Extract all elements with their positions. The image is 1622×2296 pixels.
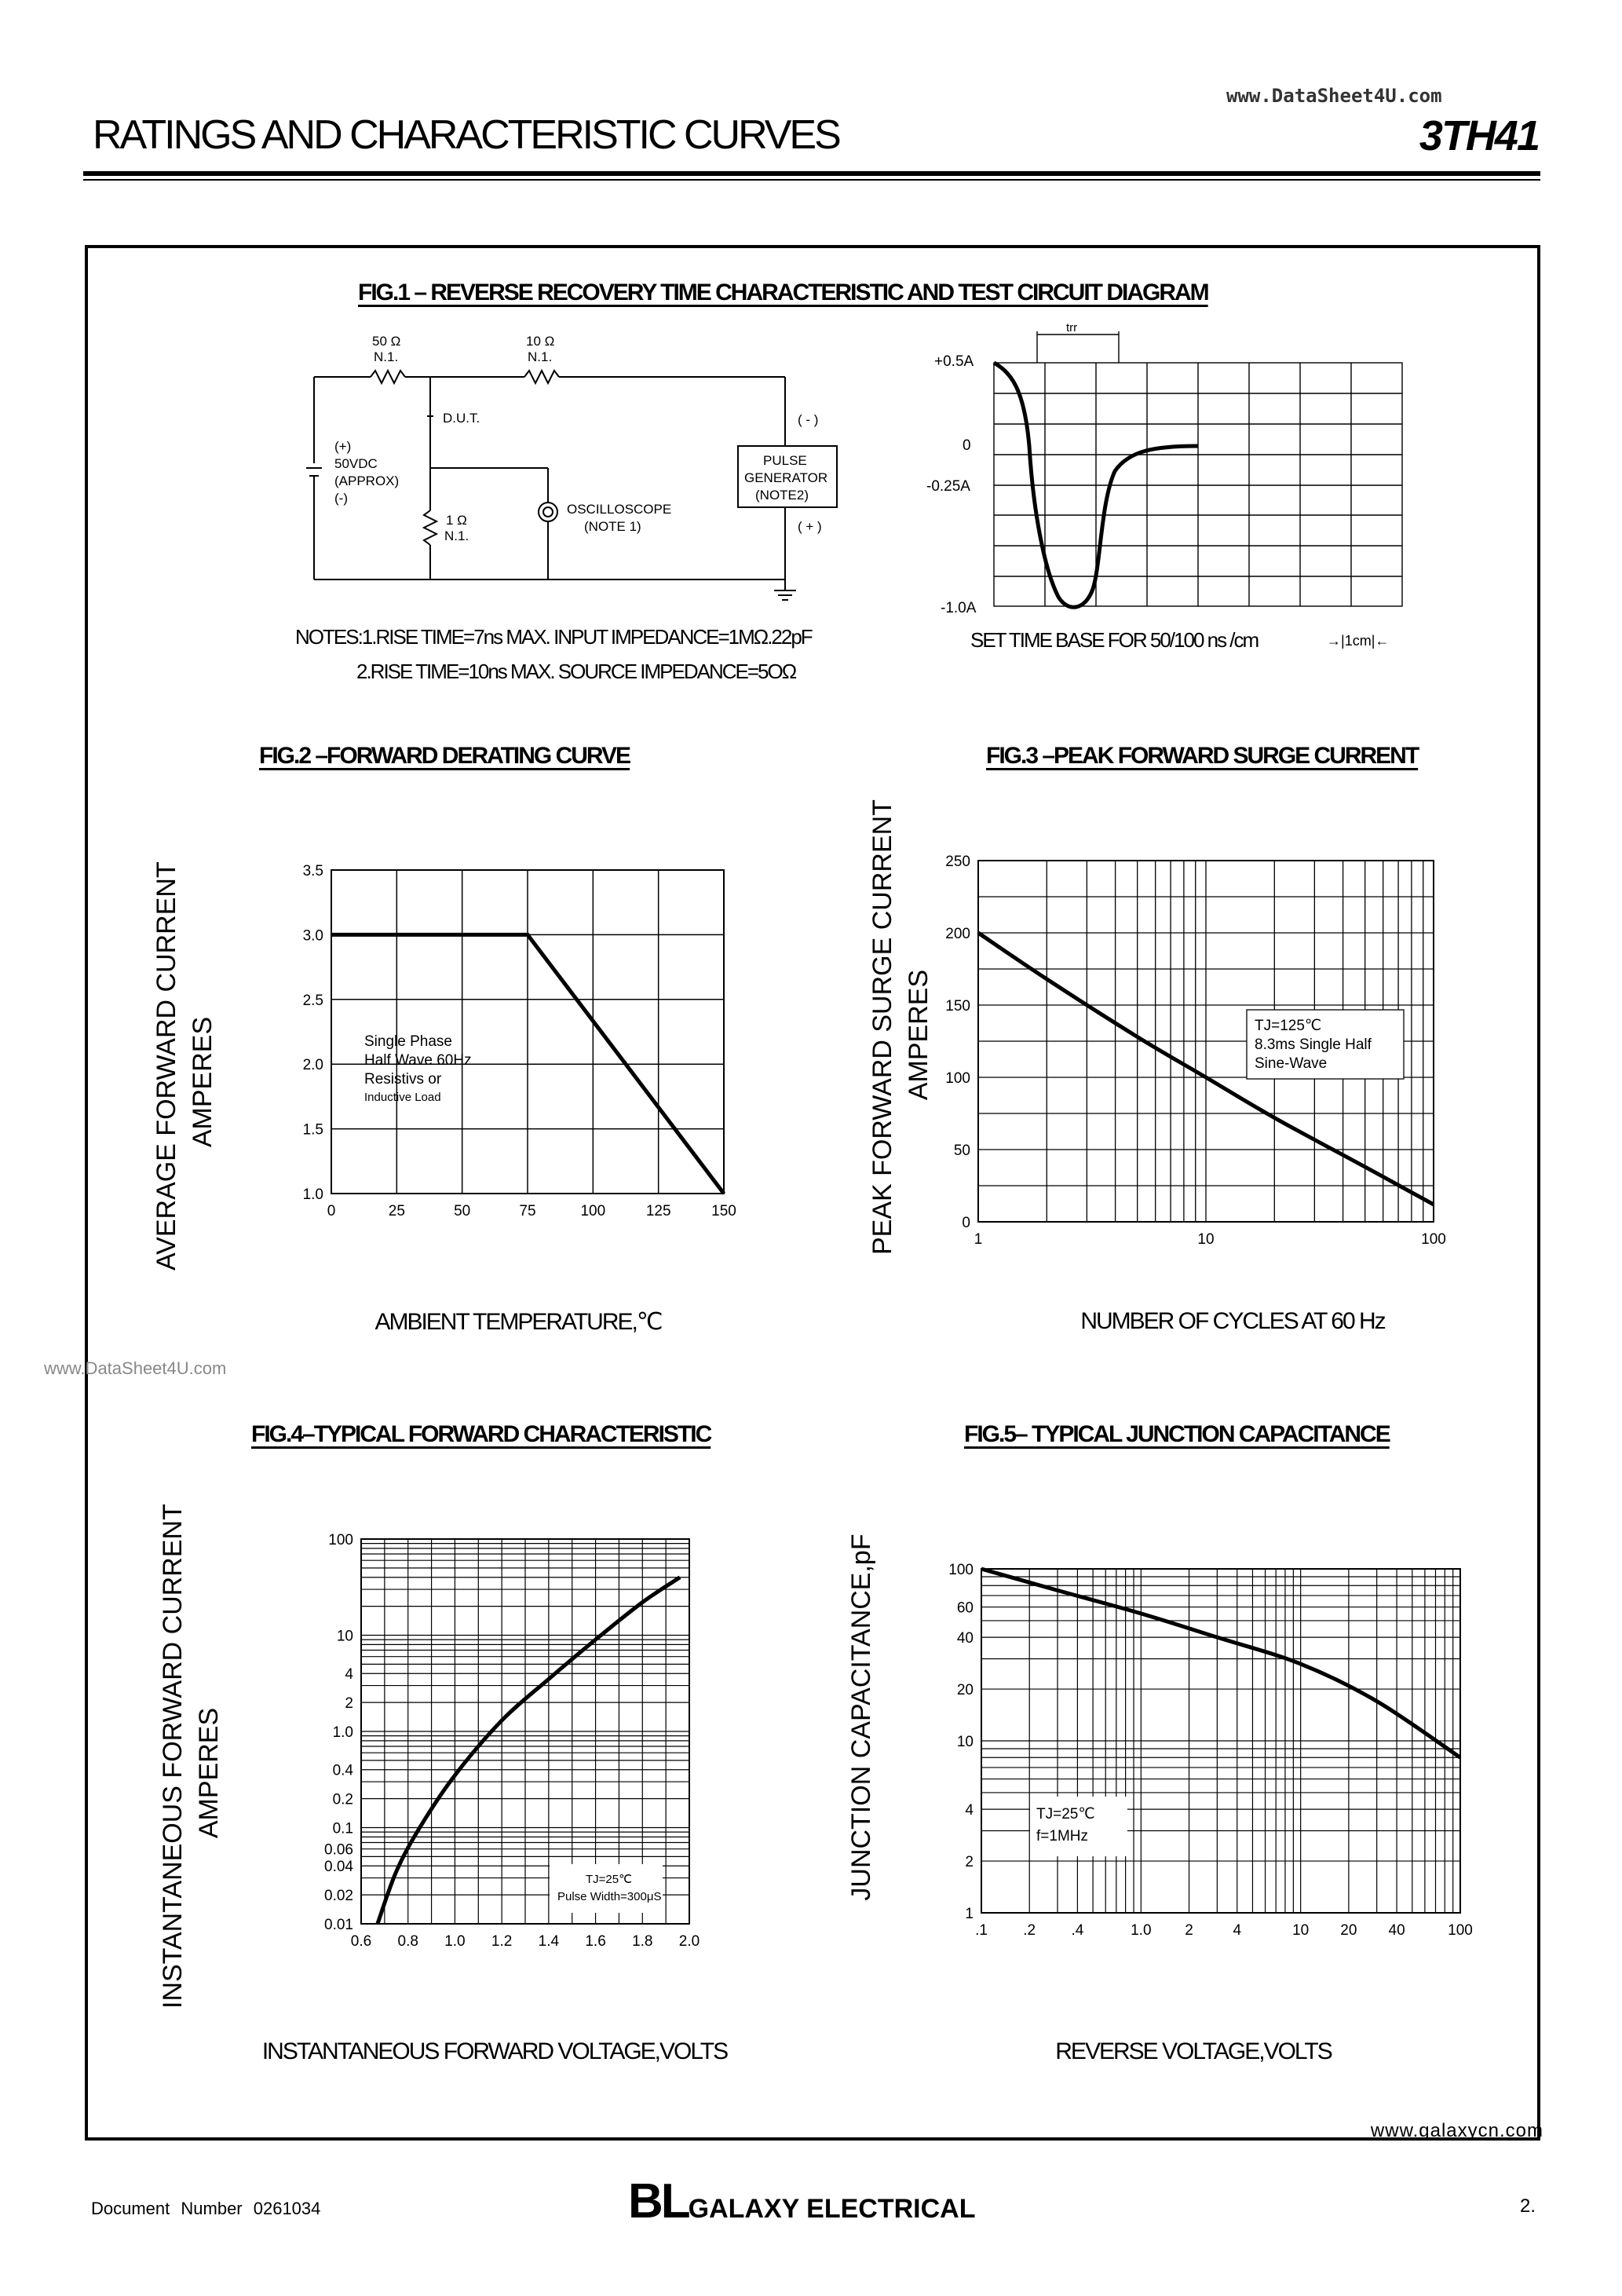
fig2-ylabel-line1: AVERAGE FORWARD CURRENT — [152, 861, 181, 1270]
resistor-50-icon — [371, 371, 405, 383]
fig2-annotation-1: Half Wave 60Hz — [364, 1052, 472, 1069]
scale-marker — [1327, 633, 1389, 649]
fig4-y-tick: 0.4 — [332, 1762, 353, 1779]
header-rule — [83, 171, 1540, 176]
fig2-x-tick: 150 — [711, 1203, 736, 1219]
resistor-1-icon — [424, 510, 437, 545]
fig4-annotation-0: TJ=25℃ — [586, 1873, 632, 1886]
fig3-ylabel-line1: PEAK FORWARD SURGE CURRENT — [868, 799, 897, 1255]
fig2-x-tick: 0 — [327, 1203, 336, 1219]
fig2-x-tick: 75 — [519, 1203, 536, 1219]
fig4-ylabel-line2: AMPERES — [193, 1707, 224, 1839]
source-approx: (APPROX) — [334, 473, 400, 488]
fig2-annotation-0: Single Phase — [364, 1033, 452, 1050]
brand-name: GALAXY ELECTRICAL — [688, 2194, 976, 2224]
fig3-annotation-1: 8.3ms Single Half — [1255, 1036, 1372, 1053]
fig5-y-tick: 100 — [948, 1562, 974, 1578]
fig5-x-tick: 1.0 — [1131, 1922, 1152, 1939]
r1-value: 50 Ω — [372, 334, 401, 349]
fig2-y-tick: 2.5 — [302, 992, 323, 1009]
fig5-x-tick: 100 — [1448, 1922, 1473, 1939]
r2-note: N.1. — [528, 349, 553, 364]
fig3-x-tick: 1 — [974, 1231, 983, 1248]
fig5-ylabel-line1: JUNCTION CAPACITANCE,pF — [846, 1534, 876, 1901]
fig4-y-tick: 0.06 — [324, 1841, 353, 1859]
timebase-note: SET TIME BASE FOR 50/100 ns /cm — [970, 628, 1259, 652]
fig4-ylabel — [155, 1504, 231, 2009]
fig1-note-1: NOTES:1.RISE TIME=7ns MAX. INPUT IMPEDANCE=1MΩ.22pF — [295, 625, 812, 649]
brand-logo — [628, 2174, 976, 2229]
scope-note: (NOTE 1) — [584, 519, 641, 534]
page-number: 2. — [1519, 2195, 1536, 2217]
fig5-y-tick: 40 — [956, 1630, 974, 1647]
fig4-y-tick: 0.04 — [324, 1859, 353, 1876]
fig4-y-tick: 0.2 — [332, 1791, 353, 1808]
watermark-top: www.DataSheet4U.com — [1226, 85, 1442, 107]
fig5-xlabel: REVERSE VOLTAGE,VOLTS — [1055, 2038, 1332, 2064]
fig3-ylabel-line2: AMPERES — [903, 969, 933, 1101]
r1-note: N.1. — [374, 349, 399, 364]
fig5-x-tick: 10 — [1292, 1922, 1310, 1939]
fig3-annotation-2: Sine-Wave — [1255, 1055, 1328, 1072]
fig4-x-tick: 1.0 — [444, 1933, 466, 1950]
gen-minus: ( - ) — [798, 412, 819, 427]
scope-y-label-3: -1.0A — [941, 600, 977, 616]
r3-value: 1 Ω — [446, 513, 467, 528]
fig5-annotation-1: f=1MHz — [1036, 1828, 1088, 1844]
scale-label: 1cm — [1344, 633, 1372, 649]
watermark-mid: www.DataSheet4U.com — [44, 1358, 227, 1378]
scope-y-label-2: -0.25A — [926, 478, 970, 495]
fig3-y-tick: 150 — [945, 998, 970, 1015]
fig5-x-tick: 40 — [1388, 1922, 1405, 1939]
source-voltage: 50VDC — [334, 456, 378, 471]
fig3-xlabel: NUMBER OF CYCLES AT 60 Hz — [1080, 1308, 1385, 1334]
fig4-annotation-1: Pulse Width=300μS — [557, 1890, 662, 1903]
header-rule-thin — [83, 179, 1540, 181]
fig2-title: FIG.2 –FORWARD DERATING CURVE — [259, 743, 630, 769]
fig2-y-tick: 1.5 — [302, 1121, 323, 1139]
fig4-x-tick: 1.8 — [632, 1933, 653, 1950]
fig2-y-tick: 3.0 — [302, 927, 323, 945]
fig2-y-tick: 3.5 — [302, 863, 323, 879]
fig4-y-tick: 0.1 — [332, 1820, 353, 1837]
fig2-chart — [283, 848, 754, 1225]
scope-y-label-1: 0 — [963, 437, 971, 454]
fig2-y-tick: 1.0 — [302, 1186, 323, 1203]
fig3-x-tick: 100 — [1421, 1231, 1446, 1248]
fig3-y-tick: 0 — [962, 1215, 970, 1231]
test-circuit-diagram — [298, 330, 879, 612]
fig5-y-tick: 20 — [956, 1682, 974, 1699]
fig5-series-line — [981, 1569, 1460, 1757]
fig3-title: FIG.3 –PEAK FORWARD SURGE CURRENT — [986, 743, 1419, 769]
fig2-y-tick: 2.0 — [302, 1057, 323, 1074]
document-number: Document Number 0261034 — [91, 2199, 321, 2218]
resistor-10-icon — [524, 371, 559, 383]
fig5-y-tick: 4 — [965, 1802, 974, 1819]
r2-value: 10 Ω — [526, 334, 555, 349]
fig5-x-tick: .1 — [975, 1922, 988, 1939]
fig1-note-2: 2.RISE TIME=10ns MAX. SOURCE IMPEDANCE=5OΩ — [356, 660, 796, 683]
fig2-annotation-2: Resistivs or — [364, 1071, 442, 1088]
fig5-x-tick: 4 — [1233, 1922, 1242, 1939]
fig2-ylabel — [149, 861, 225, 1270]
scope-label: OSCILLOSCOPE — [567, 502, 672, 517]
fig3-chart — [919, 840, 1484, 1264]
oscilloscope-icon — [539, 503, 557, 521]
scale-arrow-right-icon: |← — [1371, 633, 1390, 649]
fig4-y-tick: 100 — [328, 1532, 353, 1548]
gen-label-3: (NOTE2) — [755, 488, 809, 503]
fig5-y-tick: 1 — [965, 1906, 974, 1922]
fig2-ylabel-line2: AMPERES — [187, 1016, 217, 1148]
fig5-x-tick: 20 — [1340, 1922, 1357, 1939]
fig2-xlabel: AMBIENT TEMPERATURE,℃ — [374, 1309, 662, 1335]
gen-label-1: PULSE — [763, 453, 807, 468]
fig4-y-tick: 0.01 — [324, 1917, 353, 1933]
fig1-title: FIG.1 – REVERSE RECOVERY TIME CHARACTERISTIC AND TEST CIRCUIT DIAGRAM — [358, 280, 1208, 305]
fig2-x-tick: 100 — [580, 1203, 606, 1219]
brand-bl: BL — [628, 2174, 689, 2228]
fig4-title: FIG.4–TYPICAL FORWARD CHARACTERISTIC — [251, 1421, 711, 1447]
fig3-y-tick: 200 — [945, 926, 970, 942]
fig4-y-tick: 0.02 — [324, 1888, 353, 1905]
fig2-x-tick: 25 — [388, 1203, 405, 1219]
fig4-ylabel-line1: INSTANTANEOUS FORWARD CURRENT — [158, 1504, 188, 2009]
fig5-annotation-0: TJ=25℃ — [1036, 1806, 1095, 1823]
fig4-y-tick: 2 — [345, 1695, 353, 1713]
scope-y-label-0: +0.5A — [934, 353, 974, 370]
fig5-x-tick: .4 — [1071, 1922, 1084, 1939]
fig4-y-tick: 10 — [336, 1628, 353, 1645]
fig4-x-tick: 0.8 — [397, 1933, 418, 1950]
fig3-y-tick: 100 — [945, 1070, 970, 1087]
source-plus: (+) — [334, 439, 352, 454]
fig4-xlabel: INSTANTANEOUS FORWARD VOLTAGE,VOLTS — [261, 2038, 728, 2064]
fig5-ylabel — [844, 1521, 883, 1914]
fig2-annotation-3: Inductive Load — [364, 1091, 441, 1104]
fig3-y-tick: 50 — [953, 1143, 970, 1159]
fig5-y-tick: 10 — [956, 1734, 974, 1750]
gen-plus: ( + ) — [798, 519, 822, 534]
fig5-y-tick: 2 — [965, 1854, 974, 1871]
fig5-y-tick: 60 — [956, 1600, 974, 1617]
r3-note: N.1. — [444, 528, 469, 543]
fig5-x-tick: 2 — [1185, 1922, 1193, 1939]
recovery-waveform-plot — [926, 314, 1460, 636]
page-title: RATINGS AND CHARACTERISTIC CURVES — [93, 112, 839, 158]
fig4-y-tick: 4 — [345, 1666, 353, 1684]
fig4-x-tick: 0.6 — [350, 1933, 372, 1950]
fig4-chart — [298, 1528, 738, 1968]
fig5-chart — [926, 1544, 1492, 1952]
fig3-annotation-0: TJ=125℃ — [1255, 1018, 1322, 1034]
fig2-x-tick: 50 — [454, 1203, 471, 1219]
fig4-x-tick: 1.4 — [538, 1933, 560, 1950]
gen-label-2: GENERATOR — [744, 470, 828, 485]
fig3-x-tick: 10 — [1197, 1231, 1215, 1248]
source-minus: (-) — [334, 491, 348, 506]
fig4-annotation-bg — [550, 1864, 663, 1913]
part-number: 3TH41 — [1419, 112, 1539, 159]
fig5-x-tick: .2 — [1023, 1922, 1036, 1939]
fig2-x-tick: 125 — [645, 1203, 671, 1219]
fig4-x-tick: 1.6 — [585, 1933, 606, 1950]
trr-label: trr — [1066, 321, 1078, 335]
dut-label: D.U.T. — [443, 411, 480, 426]
fig4-x-tick: 1.2 — [491, 1933, 513, 1950]
fig3-y-tick: 250 — [945, 854, 970, 870]
fig4-y-tick: 1.0 — [332, 1724, 353, 1741]
fig4-x-tick: 2.0 — [678, 1933, 700, 1950]
scale-arrow-left-icon: →| — [1327, 633, 1345, 649]
website-link[interactable]: www.galaxycn.com — [1370, 2120, 1543, 2141]
fig5-title: FIG.5– TYPICAL JUNCTION CAPACITANCE — [964, 1421, 1390, 1447]
